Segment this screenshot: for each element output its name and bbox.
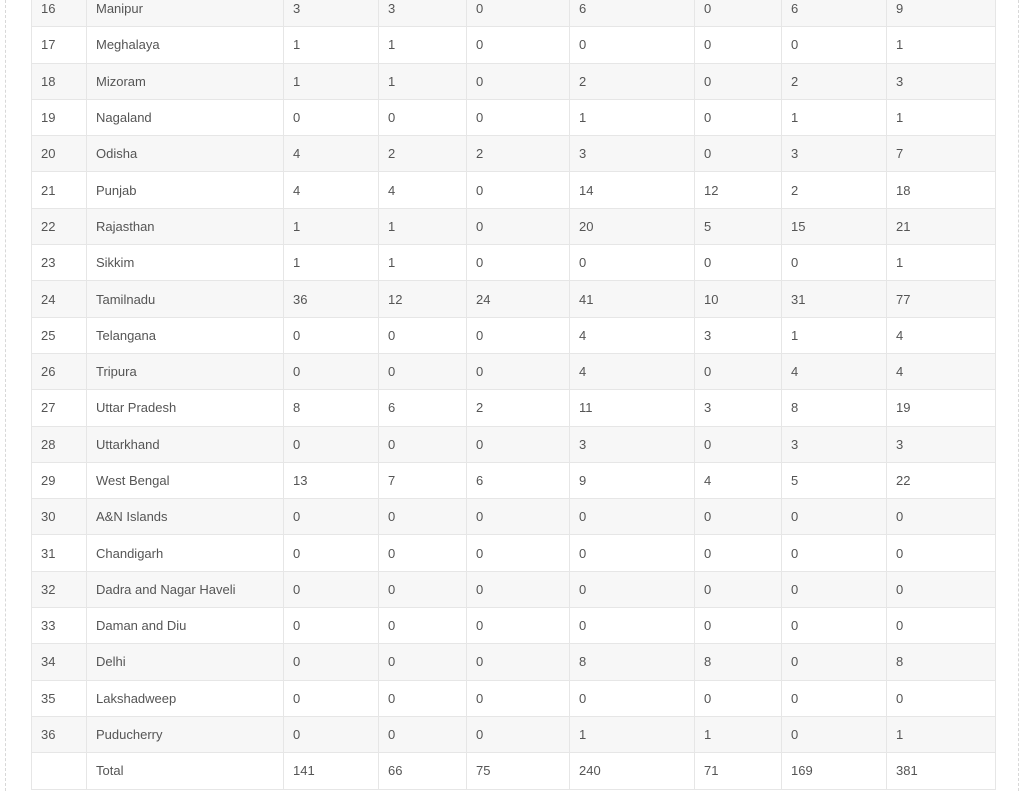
value-cell: 0: [887, 535, 996, 571]
table-row: [32, 426, 996, 462]
table-row: [32, 462, 996, 498]
value-cell: 0: [284, 608, 379, 644]
table-row: [32, 136, 996, 172]
total-value-cell: 240: [570, 753, 695, 789]
value-cell: 1: [379, 208, 467, 244]
value-cell: 7: [887, 136, 996, 172]
value-cell: 6: [379, 390, 467, 426]
value-cell: 4: [379, 172, 467, 208]
value-cell: 1: [887, 99, 996, 135]
value-cell: 0: [467, 499, 570, 535]
row-number-cell: 32: [32, 571, 87, 607]
state-name-cell: Dadra and Nagar Haveli: [87, 571, 284, 607]
row-number-cell: 27: [32, 390, 87, 426]
value-cell: 1: [570, 99, 695, 135]
total-value-cell: 71: [695, 753, 782, 789]
value-cell: 6: [570, 0, 695, 27]
value-cell: 4: [570, 353, 695, 389]
row-number-cell: 35: [32, 680, 87, 716]
value-cell: 21: [887, 208, 996, 244]
state-name-cell: Lakshadweep: [87, 680, 284, 716]
value-cell: 0: [695, 535, 782, 571]
value-cell: 0: [570, 499, 695, 535]
value-cell: 0: [467, 172, 570, 208]
value-cell: 0: [782, 716, 887, 752]
value-cell: 0: [695, 63, 782, 99]
table-row: [32, 0, 996, 27]
value-cell: 0: [379, 608, 467, 644]
value-cell: 20: [570, 208, 695, 244]
value-cell: 0: [467, 426, 570, 462]
value-cell: 4: [284, 172, 379, 208]
value-cell: 0: [782, 499, 887, 535]
value-cell: 0: [379, 426, 467, 462]
value-cell: 1: [284, 63, 379, 99]
value-cell: 0: [695, 680, 782, 716]
value-cell: 1: [887, 716, 996, 752]
value-cell: 0: [284, 99, 379, 135]
value-cell: 12: [695, 172, 782, 208]
value-cell: 4: [570, 317, 695, 353]
value-cell: 0: [695, 136, 782, 172]
value-cell: 0: [467, 644, 570, 680]
state-data-table: [31, 0, 996, 790]
value-cell: 3: [695, 390, 782, 426]
value-cell: 12: [379, 281, 467, 317]
table-row: [32, 317, 996, 353]
table-row: [32, 390, 996, 426]
state-name-cell: West Bengal: [87, 462, 284, 498]
table-row: [32, 245, 996, 281]
value-cell: 18: [887, 172, 996, 208]
total-value-cell: 66: [379, 753, 467, 789]
value-cell: 0: [570, 27, 695, 63]
value-cell: 0: [887, 499, 996, 535]
value-cell: 4: [695, 462, 782, 498]
value-cell: 0: [467, 317, 570, 353]
total-label-cell: Total: [87, 753, 284, 789]
value-cell: 2: [467, 136, 570, 172]
value-cell: 0: [782, 680, 887, 716]
value-cell: 0: [887, 680, 996, 716]
value-cell: 0: [695, 99, 782, 135]
row-number-cell: [32, 753, 87, 789]
value-cell: 2: [379, 136, 467, 172]
value-cell: 24: [467, 281, 570, 317]
value-cell: 0: [379, 317, 467, 353]
value-cell: 0: [782, 535, 887, 571]
value-cell: 0: [570, 680, 695, 716]
value-cell: 0: [782, 644, 887, 680]
state-name-cell: Delhi: [87, 644, 284, 680]
table-row: [32, 499, 996, 535]
value-cell: 0: [467, 608, 570, 644]
total-value-cell: 381: [887, 753, 996, 789]
value-cell: 0: [570, 608, 695, 644]
value-cell: 6: [467, 462, 570, 498]
value-cell: 9: [570, 462, 695, 498]
row-number-cell: 30: [32, 499, 87, 535]
table-row: [32, 644, 996, 680]
value-cell: 0: [467, 245, 570, 281]
value-cell: 0: [284, 353, 379, 389]
table-row: [32, 571, 996, 607]
value-cell: 4: [887, 353, 996, 389]
row-number-cell: 18: [32, 63, 87, 99]
value-cell: 4: [782, 353, 887, 389]
value-cell: 5: [782, 462, 887, 498]
value-cell: 3: [570, 136, 695, 172]
row-number-cell: 33: [32, 608, 87, 644]
value-cell: 0: [467, 571, 570, 607]
table-row: [32, 172, 996, 208]
row-number-cell: 34: [32, 644, 87, 680]
table-row: [32, 99, 996, 135]
value-cell: 0: [467, 27, 570, 63]
value-cell: 0: [284, 644, 379, 680]
state-name-cell: Daman and Diu: [87, 608, 284, 644]
table-row: [32, 63, 996, 99]
value-cell: 0: [782, 608, 887, 644]
value-cell: 1: [782, 317, 887, 353]
state-name-cell: Telangana: [87, 317, 284, 353]
value-cell: 8: [284, 390, 379, 426]
value-cell: 0: [467, 353, 570, 389]
value-cell: 2: [782, 172, 887, 208]
value-cell: 1: [284, 245, 379, 281]
state-name-cell: Uttar Pradesh: [87, 390, 284, 426]
state-name-cell: Chandigarh: [87, 535, 284, 571]
value-cell: 0: [695, 27, 782, 63]
state-name-cell: Manipur: [87, 0, 284, 27]
value-cell: 0: [695, 0, 782, 27]
value-cell: 0: [695, 245, 782, 281]
value-cell: 0: [695, 499, 782, 535]
value-cell: 5: [695, 208, 782, 244]
row-number-cell: 23: [32, 245, 87, 281]
value-cell: 3: [887, 426, 996, 462]
value-cell: 0: [695, 426, 782, 462]
value-cell: 1: [570, 716, 695, 752]
row-number-cell: 20: [32, 136, 87, 172]
value-cell: 2: [467, 390, 570, 426]
value-cell: 31: [782, 281, 887, 317]
value-cell: 1: [379, 245, 467, 281]
value-cell: 0: [782, 571, 887, 607]
value-cell: 0: [284, 680, 379, 716]
state-name-cell: Tripura: [87, 353, 284, 389]
table-row: [32, 208, 996, 244]
total-row: [32, 753, 996, 789]
value-cell: 0: [570, 535, 695, 571]
row-number-cell: 19: [32, 99, 87, 135]
value-cell: 0: [467, 716, 570, 752]
value-cell: 0: [379, 535, 467, 571]
value-cell: 19: [887, 390, 996, 426]
value-cell: 0: [887, 608, 996, 644]
value-cell: 13: [284, 462, 379, 498]
value-cell: 11: [570, 390, 695, 426]
table-row: [32, 716, 996, 752]
value-cell: 0: [467, 63, 570, 99]
value-cell: 1: [284, 27, 379, 63]
state-name-cell: Meghalaya: [87, 27, 284, 63]
state-name-cell: Puducherry: [87, 716, 284, 752]
row-number-cell: 26: [32, 353, 87, 389]
table-row: [32, 281, 996, 317]
value-cell: 41: [570, 281, 695, 317]
table-row: [32, 535, 996, 571]
total-value-cell: 75: [467, 753, 570, 789]
value-cell: 3: [695, 317, 782, 353]
value-cell: 0: [379, 499, 467, 535]
value-cell: 4: [284, 136, 379, 172]
value-cell: 0: [467, 99, 570, 135]
value-cell: 1: [887, 245, 996, 281]
value-cell: 0: [284, 571, 379, 607]
row-number-cell: 31: [32, 535, 87, 571]
value-cell: 36: [284, 281, 379, 317]
value-cell: 1: [782, 99, 887, 135]
value-cell: 8: [887, 644, 996, 680]
value-cell: 0: [284, 716, 379, 752]
value-cell: 1: [379, 63, 467, 99]
state-name-cell: Uttarkhand: [87, 426, 284, 462]
state-name-cell: Sikkim: [87, 245, 284, 281]
page-border-left: [5, 0, 6, 791]
state-name-cell: Nagaland: [87, 99, 284, 135]
row-number-cell: 22: [32, 208, 87, 244]
value-cell: 4: [887, 317, 996, 353]
value-cell: 6: [782, 0, 887, 27]
page-border-right: [1018, 0, 1019, 791]
value-cell: 0: [284, 535, 379, 571]
value-cell: 15: [782, 208, 887, 244]
value-cell: 0: [467, 0, 570, 27]
value-cell: 1: [379, 27, 467, 63]
table-body: [32, 0, 996, 789]
value-cell: 8: [695, 644, 782, 680]
value-cell: 0: [379, 353, 467, 389]
value-cell: 3: [782, 136, 887, 172]
value-cell: 0: [284, 499, 379, 535]
value-cell: 1: [695, 716, 782, 752]
row-number-cell: 25: [32, 317, 87, 353]
value-cell: 0: [887, 571, 996, 607]
value-cell: 0: [379, 680, 467, 716]
value-cell: 8: [782, 390, 887, 426]
table-row: [32, 27, 996, 63]
value-cell: 8: [570, 644, 695, 680]
table-row: [32, 680, 996, 716]
value-cell: 0: [467, 535, 570, 571]
value-cell: 0: [379, 716, 467, 752]
value-cell: 2: [782, 63, 887, 99]
row-number-cell: 36: [32, 716, 87, 752]
value-cell: 22: [887, 462, 996, 498]
table-row: [32, 353, 996, 389]
value-cell: 9: [887, 0, 996, 27]
state-name-cell: A&N Islands: [87, 499, 284, 535]
value-cell: 1: [887, 27, 996, 63]
value-cell: 3: [379, 0, 467, 27]
value-cell: 2: [570, 63, 695, 99]
value-cell: 3: [284, 0, 379, 27]
value-cell: 0: [467, 208, 570, 244]
value-cell: 0: [570, 245, 695, 281]
total-value-cell: 169: [782, 753, 887, 789]
value-cell: 0: [782, 245, 887, 281]
value-cell: 0: [379, 571, 467, 607]
state-name-cell: Punjab: [87, 172, 284, 208]
value-cell: 0: [379, 644, 467, 680]
value-cell: 0: [570, 571, 695, 607]
row-number-cell: 29: [32, 462, 87, 498]
row-number-cell: 16: [32, 0, 87, 27]
row-number-cell: 24: [32, 281, 87, 317]
value-cell: 0: [782, 27, 887, 63]
value-cell: 0: [695, 608, 782, 644]
table-row: [32, 608, 996, 644]
value-cell: 0: [467, 680, 570, 716]
row-number-cell: 21: [32, 172, 87, 208]
value-cell: 10: [695, 281, 782, 317]
value-cell: 7: [379, 462, 467, 498]
state-name-cell: Mizoram: [87, 63, 284, 99]
state-name-cell: Odisha: [87, 136, 284, 172]
value-cell: 0: [695, 571, 782, 607]
value-cell: 0: [695, 353, 782, 389]
value-cell: 1: [284, 208, 379, 244]
total-value-cell: 141: [284, 753, 379, 789]
row-number-cell: 17: [32, 27, 87, 63]
row-number-cell: 28: [32, 426, 87, 462]
value-cell: 77: [887, 281, 996, 317]
state-name-cell: Rajasthan: [87, 208, 284, 244]
value-cell: 3: [782, 426, 887, 462]
state-name-cell: Tamilnadu: [87, 281, 284, 317]
value-cell: 3: [570, 426, 695, 462]
value-cell: 0: [379, 99, 467, 135]
value-cell: 0: [284, 426, 379, 462]
value-cell: 14: [570, 172, 695, 208]
value-cell: 3: [887, 63, 996, 99]
value-cell: 0: [284, 317, 379, 353]
